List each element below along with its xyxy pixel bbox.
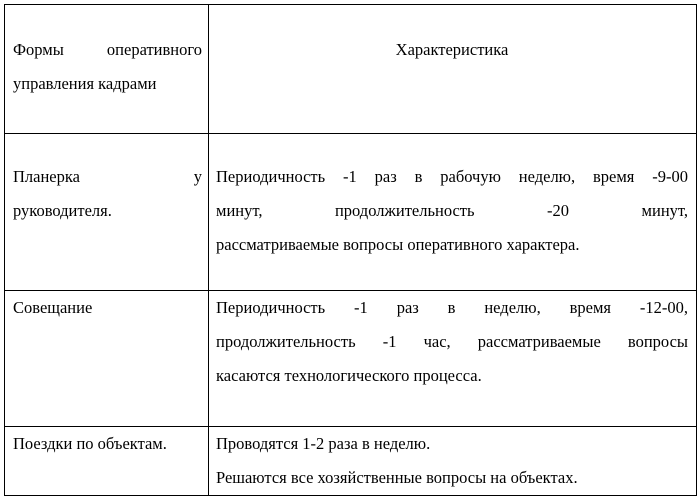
form-cell [5,291,209,427]
description-cell [209,427,697,496]
table-header-row [5,5,697,134]
description-line: продолжительность -1 час, рассматриваемые вопросы [216,332,688,351]
form-line: Поездки по объектам. [13,434,167,453]
description-line: касаются технологического процесса. [216,366,482,385]
description-line: Проводятся 1-2 раза в неделю. [216,434,431,453]
table-row [5,134,697,291]
description-cell [209,291,697,427]
table-row [5,427,697,496]
description-cell [209,134,697,291]
header-forms-cell [5,5,209,134]
description-line: Периодичность -1 раз в рабочую неделю, время -9-00 [216,167,688,186]
description-line: Решаются все хозяйственные вопросы на объектах. [216,468,578,487]
description-line: Периодичность -1 раз в неделю, время -12-00, [216,298,688,317]
table-row [5,291,697,427]
header-forms-line1: Формы оперативного [13,40,202,59]
management-forms-table [4,4,697,496]
header-characteristic-label: Характеристика [395,40,509,59]
form-cell [5,134,209,291]
header-characteristic-cell [209,5,697,134]
description-line: минут, продолжительность -20 минут, [216,201,688,220]
form-line: Совещание [13,298,93,317]
form-line: руководителя. [13,201,112,220]
description-line: рассматриваемые вопросы оперативного характера. [216,235,580,254]
header-forms-line2: управления кадрами [13,74,157,93]
form-cell [5,427,209,496]
form-line: Планерка у [13,167,202,186]
